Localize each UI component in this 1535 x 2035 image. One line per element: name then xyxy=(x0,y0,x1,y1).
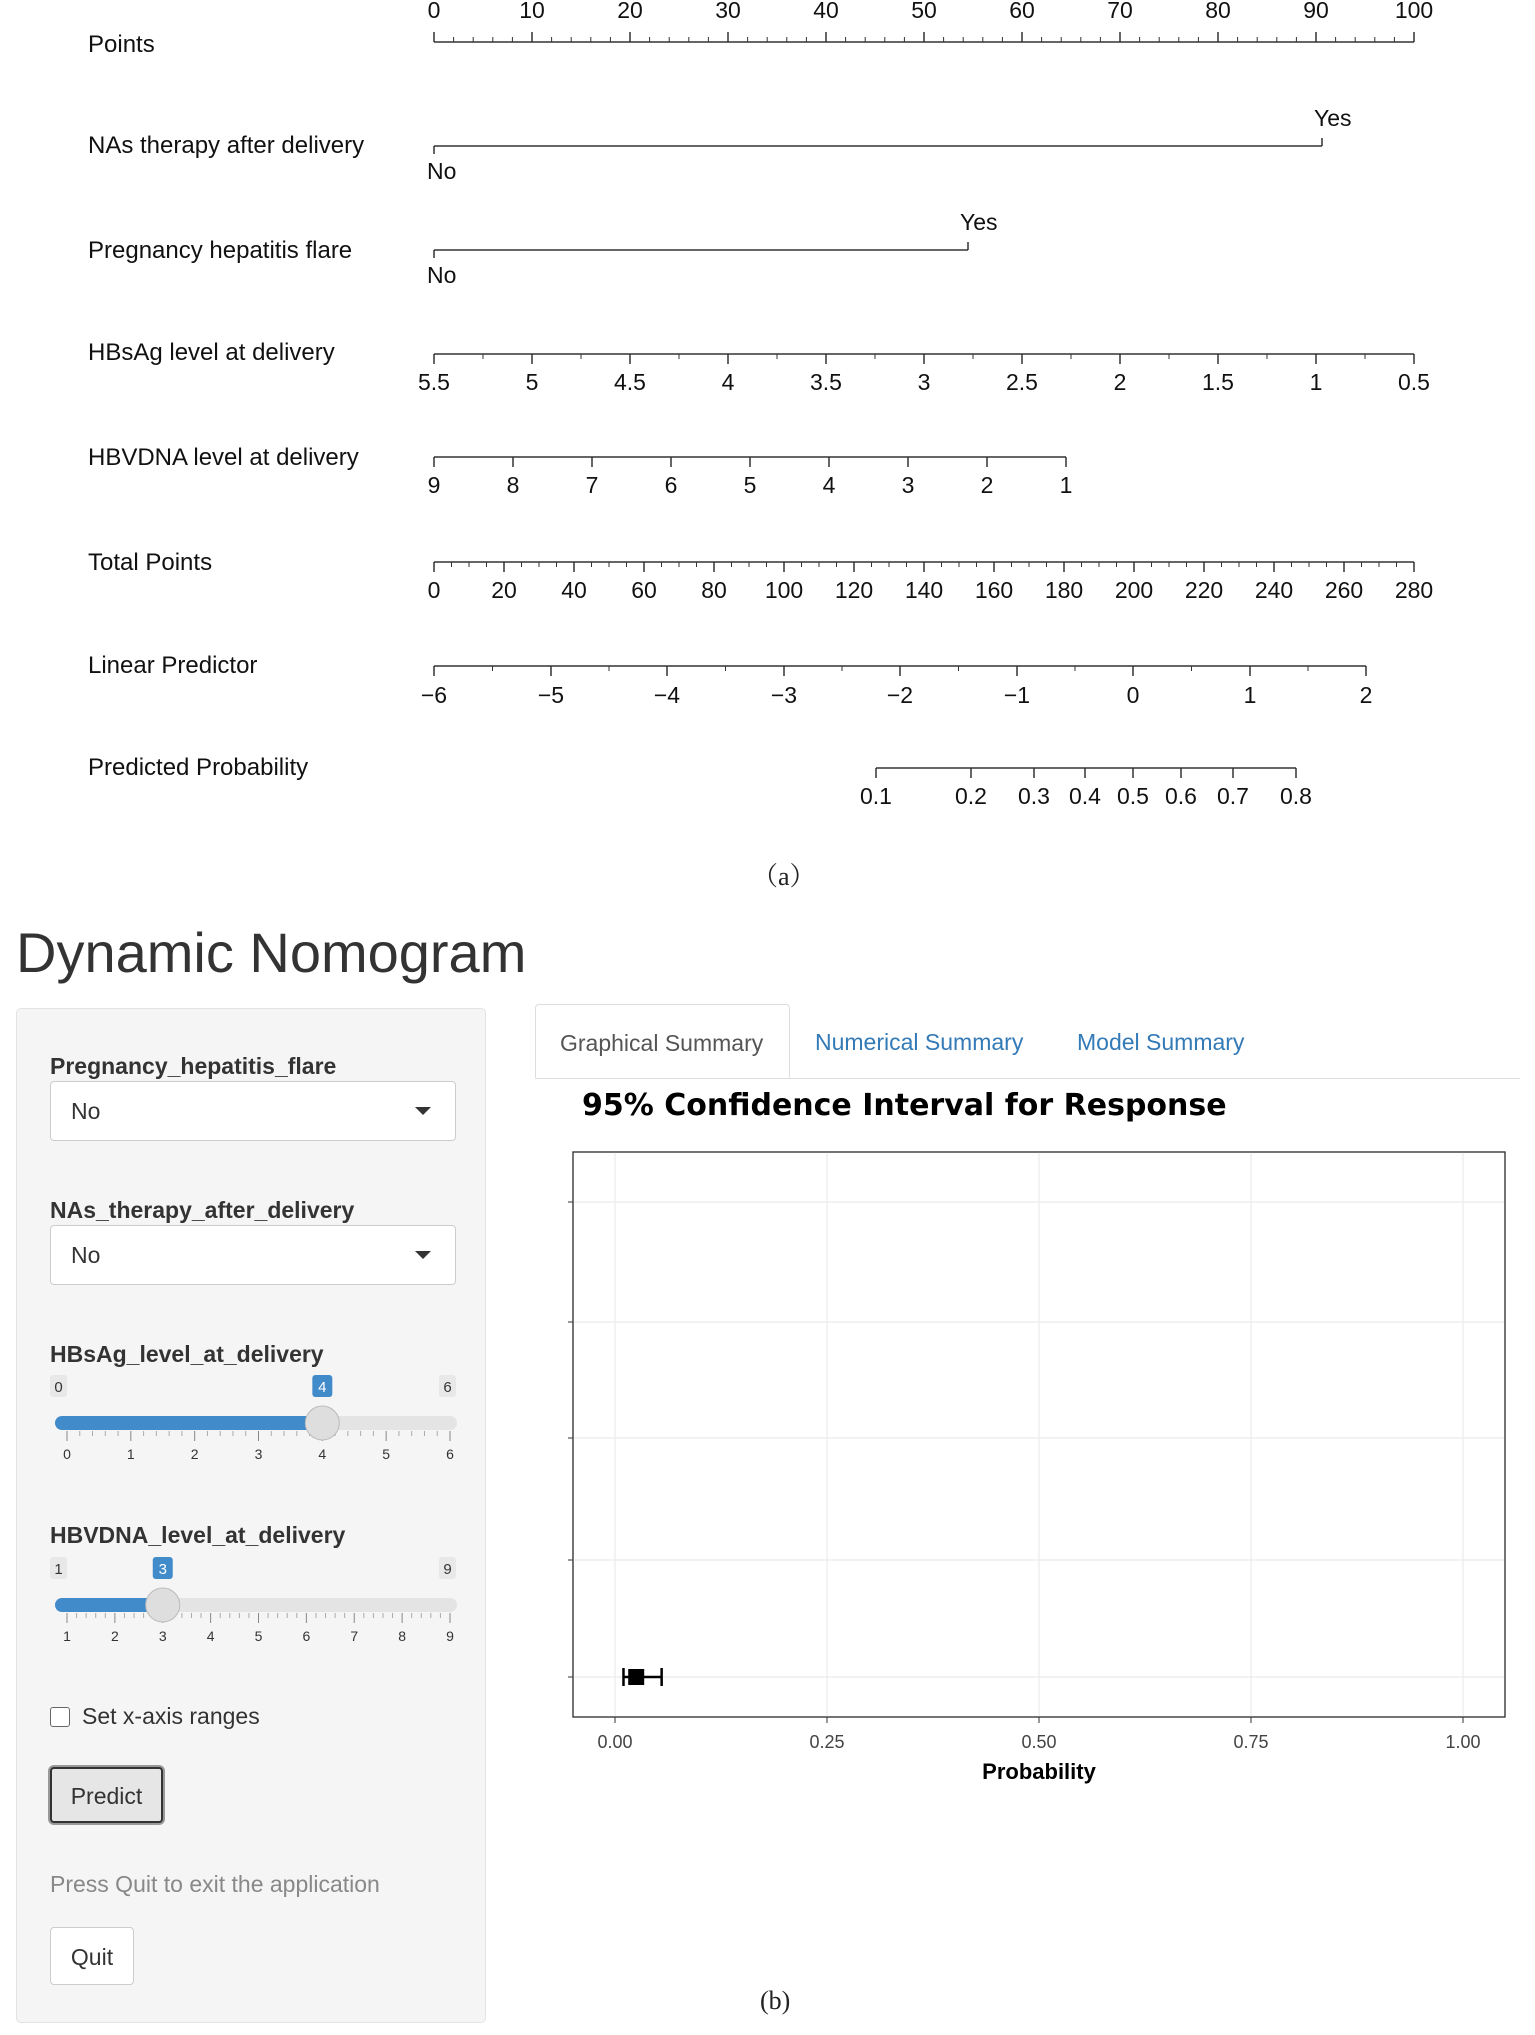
plot-title: 95% Confidence Interval for Response xyxy=(582,1088,1227,1123)
nomogram-tick-label: 70 xyxy=(1107,0,1133,23)
hbsag-slider-tick-label: 2 xyxy=(190,1446,199,1462)
nomogram-tick-label: 160 xyxy=(974,577,1014,603)
nomogram-tick-label: Yes xyxy=(1314,105,1352,131)
flare-label: Pregnancy_hepatitis_flare xyxy=(50,1053,337,1079)
hbvdna-slider-tick-label: 9 xyxy=(446,1628,454,1644)
nomogram-tick-label: 40 xyxy=(561,577,587,603)
nomogram-tick-label: 3 xyxy=(901,472,915,498)
nas-label: NAs_therapy_after_delivery xyxy=(50,1197,355,1223)
nomogram-tick-label: 6 xyxy=(664,472,678,498)
nomogram-tick-label: 3.5 xyxy=(810,369,842,395)
hbsag-slider-value-label: 4 xyxy=(318,1379,327,1396)
plot-x-tick-label: 0.75 xyxy=(1233,1732,1269,1752)
nomogram-tick-label: 40 xyxy=(813,0,839,23)
nomogram-tick-label: −3 xyxy=(770,682,798,708)
tab-graphical-summary[interactable]: Graphical Summary xyxy=(535,1004,790,1078)
nomogram-row-label: Total Points xyxy=(88,549,213,576)
nomogram-tick-label: 80 xyxy=(1205,0,1231,23)
nomogram-tick-label: 0.5 xyxy=(1398,369,1430,395)
sidebar-panel xyxy=(16,1008,486,2023)
nomogram-tick-label: 7 xyxy=(585,472,599,498)
nomogram-tick-label: 240 xyxy=(1254,577,1294,603)
nomogram-tick-label: No xyxy=(427,262,457,288)
nomogram-tick-label: 0.7 xyxy=(1217,783,1249,809)
hbvdna-label: HBVDNA_level_at_delivery xyxy=(50,1522,346,1548)
chevron-down-icon xyxy=(415,1251,431,1259)
nomogram-tick-label: 100 xyxy=(1394,0,1434,23)
ci-plot xyxy=(540,1140,1520,1820)
hbsag-slider-min-label: 0 xyxy=(54,1379,63,1396)
quit-help-text: Press Quit to exit the application xyxy=(50,1871,380,1897)
nomogram-tick-label: 10 xyxy=(519,0,545,23)
nomogram-tick-label: 280 xyxy=(1394,577,1434,603)
hbsag-slider-tick-label: 6 xyxy=(446,1446,454,1462)
nomogram-tick-label: 60 xyxy=(631,577,657,603)
flare-select-value: No xyxy=(71,1098,101,1124)
nomogram-tick-label: 4.5 xyxy=(614,369,646,395)
xaxis-checkbox-label: Set x-axis ranges xyxy=(82,1703,260,1729)
nas-select[interactable] xyxy=(50,1225,456,1285)
nomogram-tick-label: 60 xyxy=(1009,0,1035,23)
hbsag-slider[interactable] xyxy=(47,1369,459,1469)
nomogram-tick-label: 1 xyxy=(1309,369,1323,395)
hbvdna-slider-tick-label: 7 xyxy=(350,1628,359,1644)
nomogram-tick-label: 0.3 xyxy=(1018,783,1050,809)
hbvdna-slider-tick-label: 3 xyxy=(158,1628,167,1644)
nomogram-tick-label: 5 xyxy=(743,472,757,498)
hbsag-slider-tick-label: 0 xyxy=(63,1446,71,1462)
tab-numerical-summary[interactable]: Numerical Summary xyxy=(815,1029,1024,1055)
chevron-down-icon xyxy=(415,1107,431,1115)
nomogram-tick-label: 0.2 xyxy=(955,783,987,809)
nomogram-tick-label: 5 xyxy=(525,369,539,395)
nomogram-tick-label: 220 xyxy=(1184,577,1224,603)
nomogram-tick-label: No xyxy=(427,158,457,184)
nomogram-tick-label: 140 xyxy=(904,577,944,603)
hbsag-slider-tick-label: 5 xyxy=(382,1446,391,1462)
quit-button[interactable]: Quit xyxy=(50,1927,134,1985)
nomogram-tick-label: 50 xyxy=(911,0,937,23)
nomogram-tick-label: 4 xyxy=(822,472,836,498)
ci-estimate-point xyxy=(628,1669,644,1685)
nomogram-tick-label: 8 xyxy=(506,472,520,498)
nomogram-row-label: HBsAg level at delivery xyxy=(88,339,335,366)
nomogram-tick-label: 30 xyxy=(715,0,741,23)
nomogram-tick-label: 20 xyxy=(491,577,517,603)
nomogram-tick-label: 0 xyxy=(1126,682,1140,708)
nomogram-tick-label: 200 xyxy=(1114,577,1154,603)
hbvdna-slider-tick-label: 8 xyxy=(398,1628,407,1644)
nomogram-tick-label: 0.4 xyxy=(1069,783,1101,809)
nomogram-tick-label: 80 xyxy=(701,577,727,603)
plot-x-tick-label: 0.25 xyxy=(809,1732,845,1752)
nomogram-tick-label: 2.5 xyxy=(1006,369,1038,395)
nomogram-tick-label: 9 xyxy=(427,472,441,498)
nomogram-row-label: Points xyxy=(88,31,155,58)
nomogram-tick-label: 4 xyxy=(721,369,735,395)
nomogram-tick-label: 2 xyxy=(980,472,994,498)
nomogram-tick-label: 0 xyxy=(427,0,441,23)
nomogram-tick-label: 2 xyxy=(1113,369,1127,395)
hbsag-label: HBsAg_level_at_delivery xyxy=(50,1341,324,1367)
hbvdna-slider[interactable] xyxy=(47,1551,459,1651)
predict-button[interactable]: Predict xyxy=(50,1767,163,1823)
hbvdna-slider-value-label: 3 xyxy=(158,1561,167,1578)
nomogram-figure xyxy=(0,0,1535,870)
app-title: Dynamic Nomogram xyxy=(16,921,527,984)
hbvdna-slider-min-label: 1 xyxy=(54,1561,63,1578)
hbsag-slider-fill xyxy=(55,1416,322,1430)
nomogram-tick-label: 1.5 xyxy=(1202,369,1234,395)
hbsag-slider-max-label: 6 xyxy=(443,1379,452,1396)
plot-x-tick-label: 1.00 xyxy=(1445,1732,1481,1752)
nomogram-tick-label: −1 xyxy=(1003,682,1031,708)
hbvdna-slider-handle[interactable] xyxy=(146,1588,180,1622)
caption-a: （a） xyxy=(752,862,816,891)
nomogram-tick-label: 0 xyxy=(427,577,441,603)
hbvdna-slider-tick-label: 4 xyxy=(206,1628,215,1644)
nomogram-tick-label: 260 xyxy=(1324,577,1364,603)
nomogram-tick-label: 0.5 xyxy=(1117,783,1149,809)
nomogram-row-label: Predicted Probability xyxy=(88,754,309,781)
nomogram-row-label: Pregnancy hepatitis flare xyxy=(88,237,353,264)
nomogram-tick-label: 1 xyxy=(1243,682,1257,708)
hbvdna-slider-tick-label: 5 xyxy=(254,1628,263,1644)
hbsag-slider-tick-label: 1 xyxy=(126,1446,135,1462)
hbvdna-slider-tick-label: 2 xyxy=(110,1628,119,1644)
nomogram-tick-label: 100 xyxy=(764,577,804,603)
tab-model-summary[interactable]: Model Summary xyxy=(1077,1029,1245,1055)
nomogram-tick-label: −4 xyxy=(653,682,681,708)
nomogram-row-label: Linear Predictor xyxy=(88,652,258,679)
plot-x-tick-label: 0.00 xyxy=(597,1732,633,1752)
nomogram-tick-label: 90 xyxy=(1303,0,1329,23)
nomogram-tick-label: 20 xyxy=(617,0,643,23)
hbvdna-slider-tick-label: 6 xyxy=(302,1628,311,1644)
hbsag-slider-tick-label: 3 xyxy=(254,1446,263,1462)
hbsag-slider-tick-label: 4 xyxy=(318,1446,327,1462)
hbsag-slider-handle[interactable] xyxy=(305,1406,339,1440)
nomogram-tick-label: 0.1 xyxy=(860,783,892,809)
nomogram-tick-label: −5 xyxy=(537,682,565,708)
nomogram-tick-label: 180 xyxy=(1044,577,1084,603)
nas-select-value: No xyxy=(71,1242,101,1268)
nomogram-tick-label: 2 xyxy=(1359,682,1373,708)
nomogram-row-label: NAs therapy after delivery xyxy=(88,132,365,159)
nomogram-tick-label: 120 xyxy=(834,577,874,603)
plot-x-axis-label: Probability xyxy=(982,1759,1096,1784)
plot-x-tick-label: 0.50 xyxy=(1021,1732,1057,1752)
xaxis-range-toggle[interactable] xyxy=(50,1703,260,1730)
nomogram-tick-label: 3 xyxy=(917,369,931,395)
nomogram-row-label: HBVDNA level at delivery xyxy=(88,444,359,471)
hbvdna-slider-tick-label: 1 xyxy=(63,1628,71,1644)
hbvdna-slider-max-label: 9 xyxy=(443,1561,452,1578)
nomogram-tick-label: 1 xyxy=(1059,472,1073,498)
tab-bar xyxy=(535,1004,1520,1079)
xaxis-checkbox[interactable] xyxy=(50,1707,70,1727)
nomogram-tick-label: 0.6 xyxy=(1165,783,1197,809)
flare-select[interactable] xyxy=(50,1081,456,1141)
nomogram-tick-label: 5.5 xyxy=(418,369,450,395)
nomogram-tick-label: −6 xyxy=(420,682,448,708)
nomogram-tick-label: 0.8 xyxy=(1280,783,1312,809)
nomogram-tick-label: Yes xyxy=(960,209,998,235)
caption-b: (b) xyxy=(760,1986,791,2015)
nomogram-tick-label: −2 xyxy=(886,682,914,708)
